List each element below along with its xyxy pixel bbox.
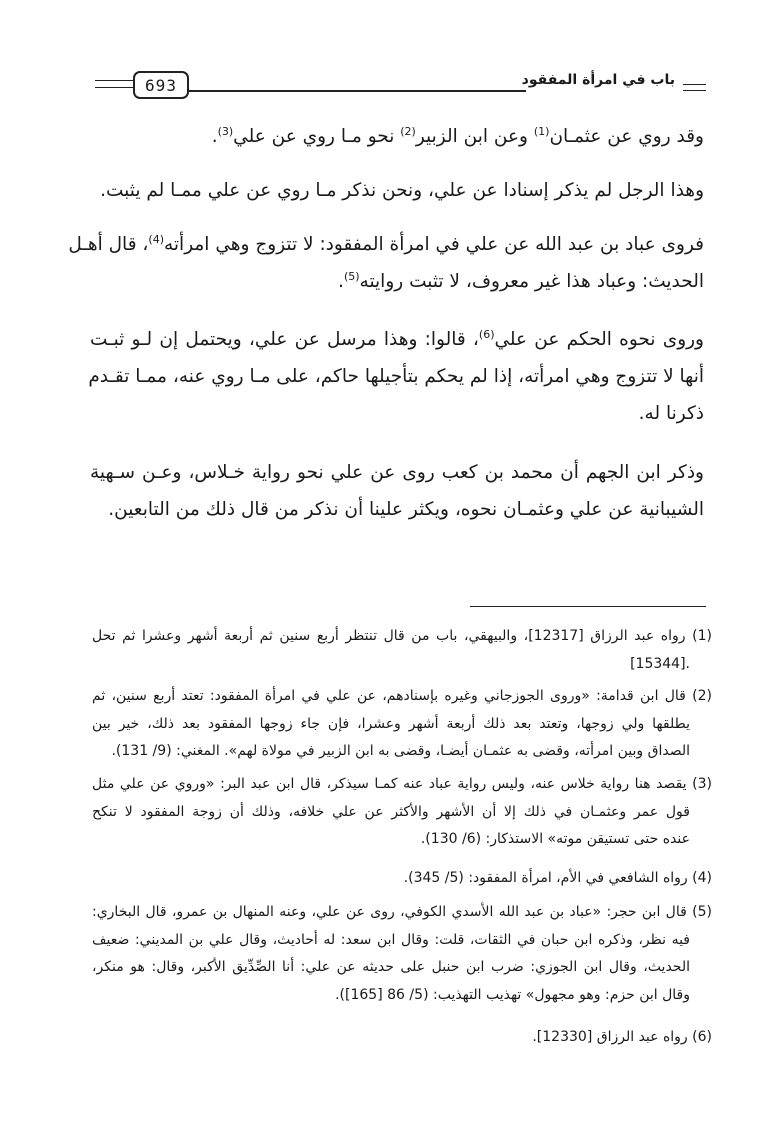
footnote-ref[interactable]: (4): [148, 232, 164, 246]
paragraph-1: [90, 118, 704, 155]
footnote-line: الصداق وبين امرأته، وقضى به عثمـان أيضـا، وقضى به ابن الزبير في مولاة لهم». المغني: (9/ 131).: [111, 743, 690, 759]
footnote-ref[interactable]: (5): [343, 269, 360, 283]
footnote-2: [92, 683, 712, 766]
paragraph-line: وهذا الرجل لم يذكر إسنادا عن علي، ونحن نذكر مـا روي عن علي ممـا لم يثبت.: [100, 180, 704, 201]
footnote-line: عنده حتى تستيقن موته» الاستذكار: (6/ 130).: [420, 831, 690, 847]
paragraph-line: وروى نحوه الحكم عن علي$^{(6)}$، قالوا: وهذا مرسل عن علي، ويحتمل إن لـو ثبـت: [90, 327, 704, 350]
paragraph-line: وقد روي عن عثمـان$^{(1)}$ وعن ابن الزبير$^{(2)}$ نحو مـا روي عن علي$^{(3)}$.: [211, 124, 704, 147]
paragraph-2: [90, 172, 704, 209]
footnote-separator: [470, 606, 706, 607]
footnote-ref[interactable]: (1): [533, 124, 550, 138]
footnote-ref[interactable]: (2): [400, 124, 416, 138]
footnote-line: قول عمر وعثمـان في ذلك إلا أن الأشهر والأكثر عن علي خلافه، وذلك أن زوجة المفقود لا تنكح: [92, 803, 690, 820]
footnote-5: [92, 899, 712, 1009]
paragraph-line: أنها لا تتزوج وهي امرأته، إذا لم يحكم بتأجيلها حاكم، على مـا روي عنه، ممـا تقـدم: [88, 366, 704, 387]
header-rule-left-bottom: [95, 87, 135, 88]
page-number: 693: [133, 71, 189, 99]
footnote-line: (3) يقصد هنا رواية خلاس عنه، وليس رواية عباد عنه كمـا سيذكر، قال ابن عبد البر: «وروي عن علي مثل: [92, 776, 712, 792]
footnote-line: (1) رواه عبد الرزاق [12317]، والبيهقي، باب من قال تنتظر أربع سنين ثم أربعة أشهر وعشرا ثم تحل: [92, 628, 712, 644]
paragraph-5: [90, 454, 704, 528]
paragraph-line: فروى عباد بن عبد الله عن علي في امرأة المفقود: لا تتزوج وهي امرأته$^{(4)}$، قال أهـل: [68, 232, 704, 255]
footnote-ref[interactable]: (3): [217, 124, 234, 138]
paragraph-4: [90, 321, 704, 432]
footnote-ref[interactable]: (6): [478, 327, 495, 341]
header-rule-right-bottom: [683, 90, 706, 91]
footnote-line: .[15344]: [630, 655, 690, 672]
paragraph-line: الشيبانية عن علي وعثمـان نحوه، ويكثر علينا أن نذكر من قال ذلك من التابعين.: [108, 499, 704, 520]
paragraph-3: [68, 226, 704, 300]
header-rule-right-top: [683, 84, 706, 85]
footnote-line: الحديث، وقال ابن الجوزي: ضرب ابن حنبل على حديثه عن علي: أنا الصِّدِّيق الأكبر، وقال: هو منكر،: [92, 959, 690, 975]
header-rule-left-top: [95, 80, 135, 81]
footnote-6: [92, 1024, 712, 1052]
paragraph-line: الحديث: وعباد هذا غير معروف، لا تثبت روايته$^{(5)}$.: [338, 269, 704, 292]
running-head: باب في امرأة المفقود: [521, 72, 675, 88]
header-rule-main: [189, 90, 526, 92]
paragraph-line: وذكر ابن الجهم أن محمد بن كعب روى عن علي نحو رواية خـلاس، وعـن سـهية: [90, 462, 704, 483]
footnote-4: [92, 865, 712, 893]
footnote-line: (6) رواه عبد الرزاق [12330].: [532, 1029, 712, 1045]
paragraph-line: ذكرنا له.: [638, 403, 704, 424]
footnote-3: [92, 771, 712, 854]
footnote-line: (5) قال ابن حجر: «عباد بن عبد الله الأسدي الكوفي، روى عن علي، وعنه المنهال بن عمرو، قال البخاري:: [92, 904, 712, 920]
footnote-line: (4) رواه الشافعي في الأم، امرأة المفقود: (5/ 345).: [403, 870, 712, 886]
footnote-line: وقال ابن حزم: وهو مجهول» تهذيب التهذيب: (5/ 86 [165]).: [335, 986, 690, 1003]
footnote-line: فيه نظر، وذكره ابن حبان في الثقات، قلت: وقال ابن سعد: له أحاديث، وقال علي بن المديني: ضعيف: [92, 931, 690, 948]
footnote-line: يطلقها ولي زوجها، وتعتد بعد ذلك أربعة أشهر وعشرا، فإن جاء زوجها المفقود بعد ذلك، خير بين: [92, 715, 690, 732]
footnote-1: [92, 623, 712, 678]
footnote-line: (2) قال ابن قدامة: «وروى الجوزجاني وغيره بإسنادهم، عن علي في امرأة المفقود: تعتد أربع سنين، ثم: [92, 688, 712, 704]
